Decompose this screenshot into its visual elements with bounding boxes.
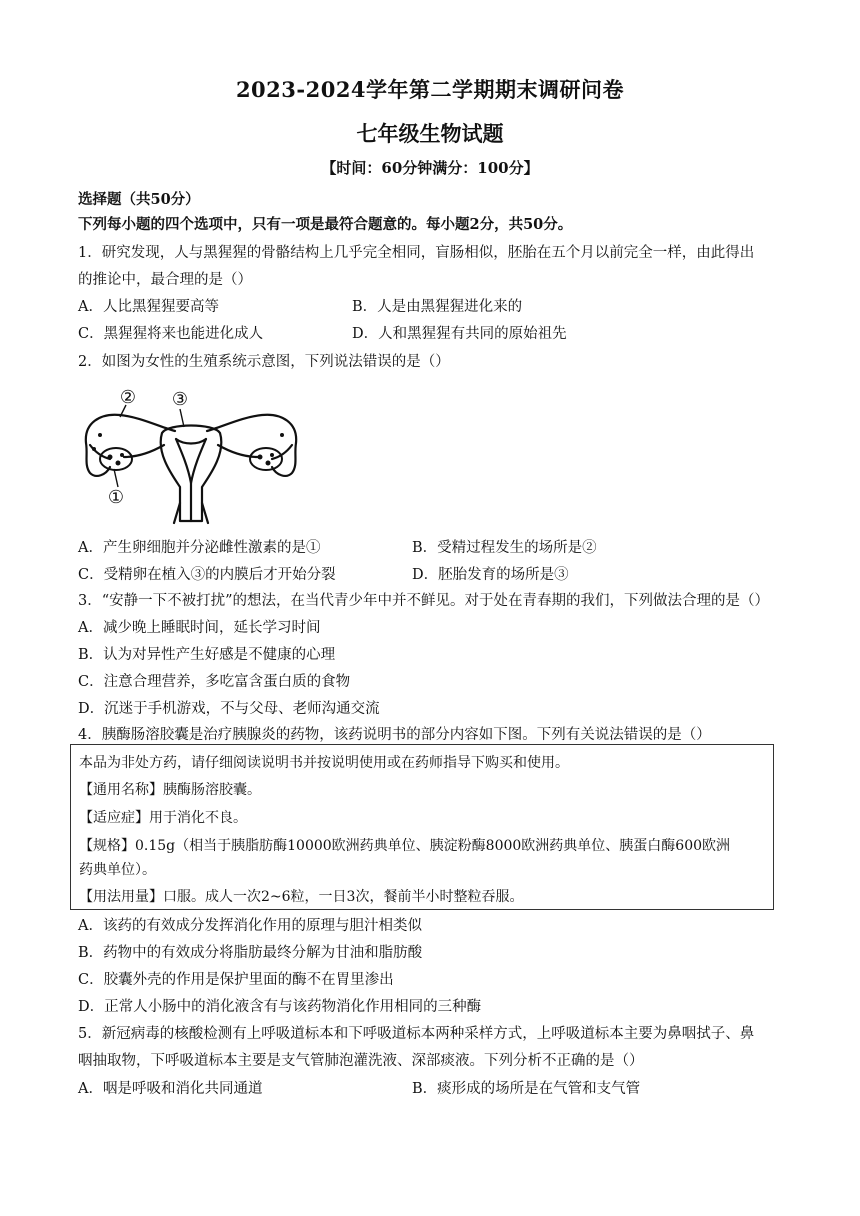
q4-option-c: C．胶囊外壳的作用是保护里面的酶不在胃里渗出 bbox=[78, 972, 394, 988]
q3-option-d: D．沉迷于手机游戏，不与父母、老师沟通交流 bbox=[78, 701, 380, 717]
q3-option-b: B．认为对异性产生好感是不健康的心理 bbox=[78, 647, 336, 663]
q3-option-a: A．减少晚上睡眠时间，延长学习时间 bbox=[78, 620, 321, 636]
q3-stem: 3．“安静一下不被打扰”的想法，在当代青少年中并不鲜见。对于处在青春期的我们，下列做法合理的是（） bbox=[78, 593, 770, 609]
q2-stem: 2．如图为女性的生殖系统示意图，下列说法错误的是（） bbox=[78, 354, 450, 370]
box-line-1: 本品为非处方药，请仔细阅读说明书并按说明使用或在药师指导下购买和使用。 bbox=[79, 755, 569, 771]
q4-option-d: D．正常人小肠中的消化液含有与该药物消化作用相同的三种酶 bbox=[78, 999, 482, 1015]
q4-option-b: B．药物中的有效成分将脂肪最终分解为甘油和脂肪酸 bbox=[78, 945, 423, 961]
time-info: 【时间：60分钟满分：100分】 bbox=[321, 159, 539, 177]
exam-subtitle: 七年级生物试题 bbox=[356, 121, 504, 146]
box-line-6: 【用法用量】口服。成人一次2~6粒，一日3次，餐前半小时整粒吞服。 bbox=[79, 889, 524, 905]
q1-option-b: B．人是由黑猩猩进化来的 bbox=[352, 299, 523, 315]
section-instruction: 下列每小题的四个选项中，只有一项是最符合题意的。每小题2分，共50分。 bbox=[78, 216, 573, 233]
q1-option-a: A．人比黑猩猩要高等 bbox=[78, 299, 219, 315]
q2-option-b: B．受精过程发生的场所是② bbox=[412, 540, 597, 556]
section-heading: 选择题（共50分） bbox=[78, 191, 200, 208]
box-line-3: 【适应症】用于消化不良。 bbox=[79, 810, 247, 826]
label-1: ① bbox=[107, 487, 125, 508]
q2-option-c: C．受精卵在植入③的内膜后才开始分裂 bbox=[78, 567, 336, 583]
q2-option-d: D．胚胎发育的场所是③ bbox=[412, 567, 569, 583]
q1-option-d: D．人和黑猩猩有共同的原始祖先 bbox=[352, 326, 567, 342]
q3-option-c: C．注意合理营养，多吃富含蛋白质的食物 bbox=[78, 674, 351, 690]
q5-option-a: A．咽是呼吸和消化共同通道 bbox=[78, 1081, 263, 1097]
q1-option-c: C．黑猩猩将来也能进化成人 bbox=[78, 326, 264, 342]
drug-instructions-box bbox=[70, 744, 774, 910]
q1-stem-line1: 1．研究发现，人与黑猩猩的骨骼结构上几乎完全相同，盲肠相似，胚胎在五个月以前完全一样，由此得出 bbox=[78, 245, 755, 261]
q4-option-a: A．该药的有效成分发挥消化作用的原理与胆汁相类似 bbox=[78, 918, 422, 934]
q4-stem: 4．胰酶肠溶胶囊是治疗胰腺炎的药物，该药说明书的部分内容如下图。下列有关说法错误的是（） bbox=[78, 727, 711, 743]
q5-stem-line2: 咽抽取物，下呼吸道标本主要是支气管肺泡灌洗液、深部痰液。下列分析不正确的是（） bbox=[78, 1053, 644, 1069]
q2-option-a: A．产生卵细胞并分泌雌性激素的是① bbox=[78, 540, 321, 556]
exam-title: 2023-2024学年第二学期期末调研问卷 bbox=[235, 77, 625, 102]
q1-stem-line2: 的推论中，最合理的是（） bbox=[78, 272, 252, 288]
female-reproductive-system-diagram bbox=[80, 383, 302, 528]
label-2: ② bbox=[119, 387, 137, 408]
q5-option-b: B．痰形成的场所是在气管和支气管 bbox=[412, 1081, 641, 1097]
q5-stem-line1: 5．新冠病毒的核酸检测有上呼吸道标本和下呼吸道标本两种采样方式，上呼吸道标本主要为鼻咽拭子、鼻 bbox=[78, 1026, 755, 1042]
label-3: ③ bbox=[171, 389, 189, 410]
box-line-5: 药典单位）。 bbox=[79, 862, 156, 878]
box-line-2: 【通用名称】胰酶肠溶胶囊。 bbox=[79, 782, 261, 798]
box-line-4: 【规格】0.15g（相当于胰脂肪酶10000欧洲药典单位、胰淀粉酶8000欧洲药典单位、胰蛋白酶600欧洲 bbox=[79, 838, 731, 854]
